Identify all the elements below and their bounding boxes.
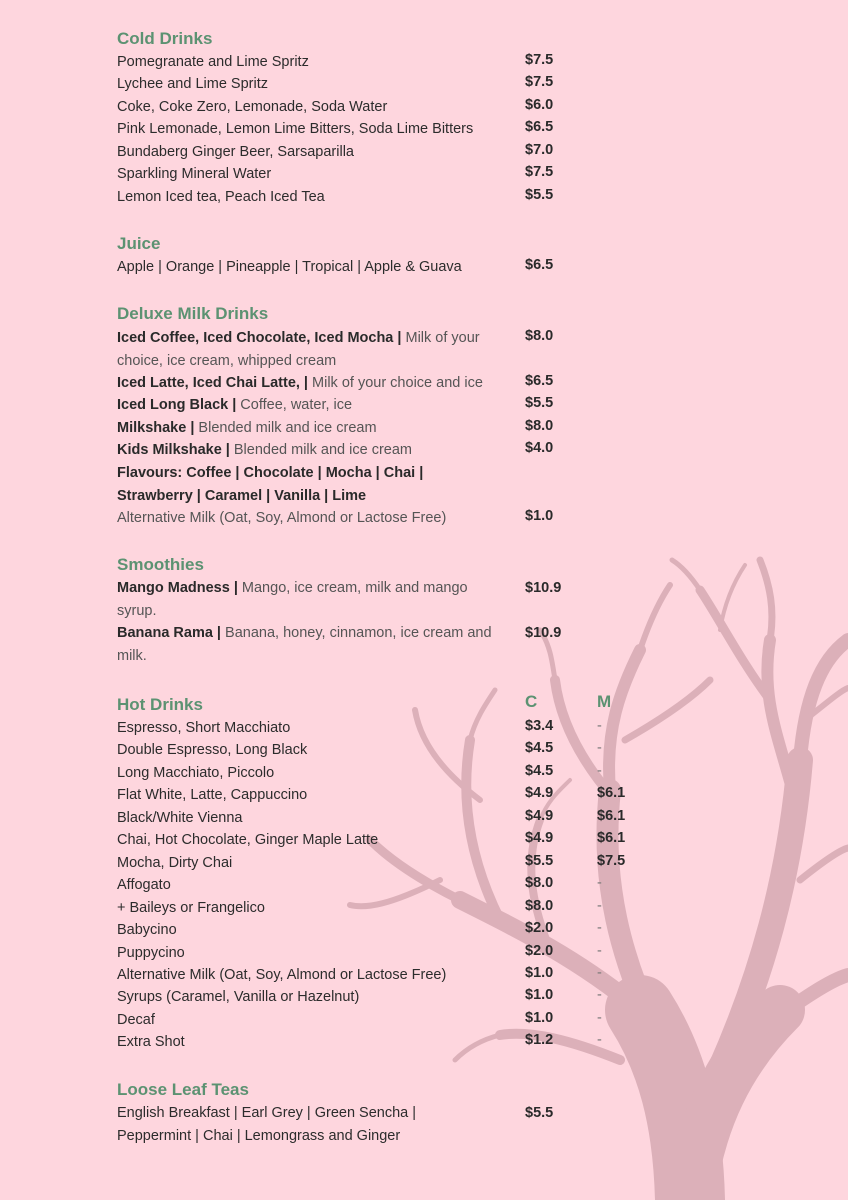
menu-item: Espresso, Short Macchiato	[117, 720, 291, 736]
menu-price-m: -	[597, 1032, 602, 1049]
menu-price-c: $1.2	[525, 1032, 554, 1049]
menu-item: Black/White Vienna	[117, 809, 243, 826]
menu-price-m: -	[597, 718, 602, 734]
menu-item-name: Milkshake |	[117, 420, 195, 436]
hot-drinks-heading: Hot Drinks	[117, 695, 203, 714]
menu-item: Puppycino	[117, 944, 185, 961]
menu-item: Pink Lemonade, Lemon Lime Bitters, Soda Lime Bitters	[117, 121, 474, 137]
menu-item: Babycino	[117, 922, 177, 939]
menu-price-m: -	[597, 1009, 602, 1026]
menu-item: Affogato	[117, 877, 171, 894]
menu-item: Sparkling Mineral Water	[117, 166, 272, 182]
menu-price: $7.5	[525, 74, 554, 90]
menu-price: $8.0	[525, 418, 554, 434]
menu-price: $5.5	[525, 1105, 554, 1121]
menu-price-m: -	[597, 920, 602, 937]
menu-price: $6.0	[525, 97, 554, 113]
menu-price-m: $6.1	[597, 785, 626, 802]
menu-item-desc: Blended milk and ice cream	[229, 442, 413, 458]
menu-price-c: $8.0	[525, 875, 554, 892]
menu-item-desc: Milk of your choice, ice cream, whipped cream	[117, 330, 480, 369]
smoothies-heading: Smoothies	[117, 555, 204, 574]
menu-price: $5.5	[525, 395, 554, 411]
menu-price-c: $4.5	[525, 762, 554, 779]
menu-item: Coke, Coke Zero, Lemonade, Soda Water	[117, 99, 388, 115]
menu-price: $4.0	[525, 440, 554, 456]
menu-price: $5.5	[525, 187, 554, 203]
menu-item-desc: Banana, honey, cinnamon, ice cream and milk.	[117, 625, 492, 664]
loose-leaf-teas-heading: Loose Leaf Teas	[117, 1080, 249, 1099]
juice-heading: Juice	[117, 234, 161, 253]
menu-price-c: $4.9	[525, 785, 554, 802]
menu-item: Alternative Milk (Oat, Soy, Almond or Lactose Free)	[117, 966, 447, 983]
menu-item: Pomegranate and Lime Spritz	[117, 54, 309, 70]
menu-price-m: $6.1	[597, 830, 626, 847]
menu-item	[117, 394, 507, 417]
menu-price: $10.9	[525, 580, 562, 596]
menu-price-c: $8.0	[525, 897, 554, 914]
menu-price-c: $4.9	[525, 807, 554, 824]
menu-price-c: $1.0	[525, 1009, 554, 1026]
menu-item-name: Iced Latte, Iced Chai Latte, |	[117, 375, 308, 391]
menu-price: $6.5	[525, 119, 554, 135]
menu-price-m: -	[597, 964, 602, 981]
menu-item	[117, 372, 507, 395]
menu-price: $8.0	[525, 328, 554, 344]
menu-item	[117, 622, 507, 667]
menu-price-m: -	[597, 762, 602, 779]
menu-price-c: $1.0	[525, 964, 554, 981]
menu-item	[117, 507, 507, 530]
menu-item-desc: Alternative Milk (Oat, Soy, Almond or Lactose Free)	[117, 510, 447, 526]
menu-price-c: $4.5	[525, 740, 554, 757]
menu-price-m: -	[597, 942, 602, 959]
menu-item: Bundaberg Ginger Beer, Sarsaparilla	[117, 144, 354, 160]
menu-price: $7.0	[525, 142, 554, 158]
menu-item: Lychee and Lime Spritz	[117, 76, 268, 92]
menu-item: Lemon Iced tea, Peach Iced Tea	[117, 189, 325, 205]
menu-price-c: $2.0	[525, 920, 554, 937]
menu-price: $6.5	[525, 257, 554, 273]
menu-item: Double Espresso, Long Black	[117, 742, 308, 759]
menu-price-m: -	[597, 875, 602, 892]
menu-price-c: $2.0	[525, 942, 554, 959]
menu-item-name: Iced Coffee, Iced Chocolate, Iced Mocha |	[117, 330, 402, 346]
menu-item: Long Macchiato, Piccolo	[117, 764, 275, 781]
menu-item-desc: Coffee, water, ice	[236, 397, 353, 413]
menu-item: Chai, Hot Chocolate, Ginger Maple Latte	[117, 832, 379, 849]
menu-price-c: $1.0	[525, 987, 554, 1004]
deluxe-milk-drinks-heading: Deluxe Milk Drinks	[117, 304, 269, 323]
menu-item-desc: Mango, ice cream, milk and mango syrup.	[117, 580, 468, 619]
menu-price-m: -	[597, 987, 602, 1004]
menu-price-c: $4.9	[525, 830, 554, 847]
menu-item-name: Iced Long Black |	[117, 397, 237, 413]
menu-item: Mocha, Dirty Chai	[117, 854, 233, 871]
menu-item: Decaf	[117, 1011, 155, 1028]
column-header-c: C	[525, 692, 538, 711]
menu-item-flavours	[117, 462, 447, 507]
menu-item: Extra Shot	[117, 1034, 185, 1051]
cold-drinks-heading: Cold Drinks	[117, 29, 213, 48]
menu-item-desc: Milk of your choice and ice	[308, 375, 483, 391]
menu-item: Flat White, Latte, Cappuccino	[117, 787, 308, 804]
menu-item: Syrups (Caramel, Vanilla or Hazelnut)	[117, 989, 360, 1006]
menu-price-m: $6.1	[597, 807, 626, 824]
menu-price-m: $7.5	[597, 852, 626, 869]
menu-item	[117, 577, 507, 622]
menu-item: + Baileys or Frangelico	[117, 899, 265, 916]
menu-item: Apple | Orange | Pineapple | Tropical | Apple & Guava	[117, 259, 462, 275]
menu-item	[117, 417, 507, 440]
menu-price-c: $3.4	[525, 718, 554, 734]
menu-price: $7.5	[525, 164, 554, 180]
menu-price: $10.9	[525, 625, 562, 641]
menu-item	[117, 327, 507, 372]
menu-item-desc: Blended milk and ice cream	[194, 420, 377, 436]
column-header-m: M	[597, 692, 612, 711]
menu-price-m: -	[597, 740, 602, 757]
menu-item	[117, 439, 507, 462]
menu-item-name: Mango Madness |	[117, 580, 238, 596]
menu-item-name: Flavours: Coffee | Chocolate | Mocha | Chai | Strawberry | Caramel | Vanilla | Lime	[117, 465, 424, 504]
menu-item-name: Banana Rama |	[117, 625, 221, 641]
menu-item: English Breakfast | Earl Grey | Green Sencha | Peppermint | Chai | Lemongrass and Ginger	[117, 1105, 417, 1144]
menu-price: $6.5	[525, 373, 554, 389]
menu-price-m: -	[597, 897, 602, 914]
menu-item-name: Kids Milkshake |	[117, 442, 230, 458]
menu-price: $1.0	[525, 508, 554, 524]
menu-price: $7.5	[525, 52, 554, 68]
menu-price-c: $5.5	[525, 852, 554, 869]
